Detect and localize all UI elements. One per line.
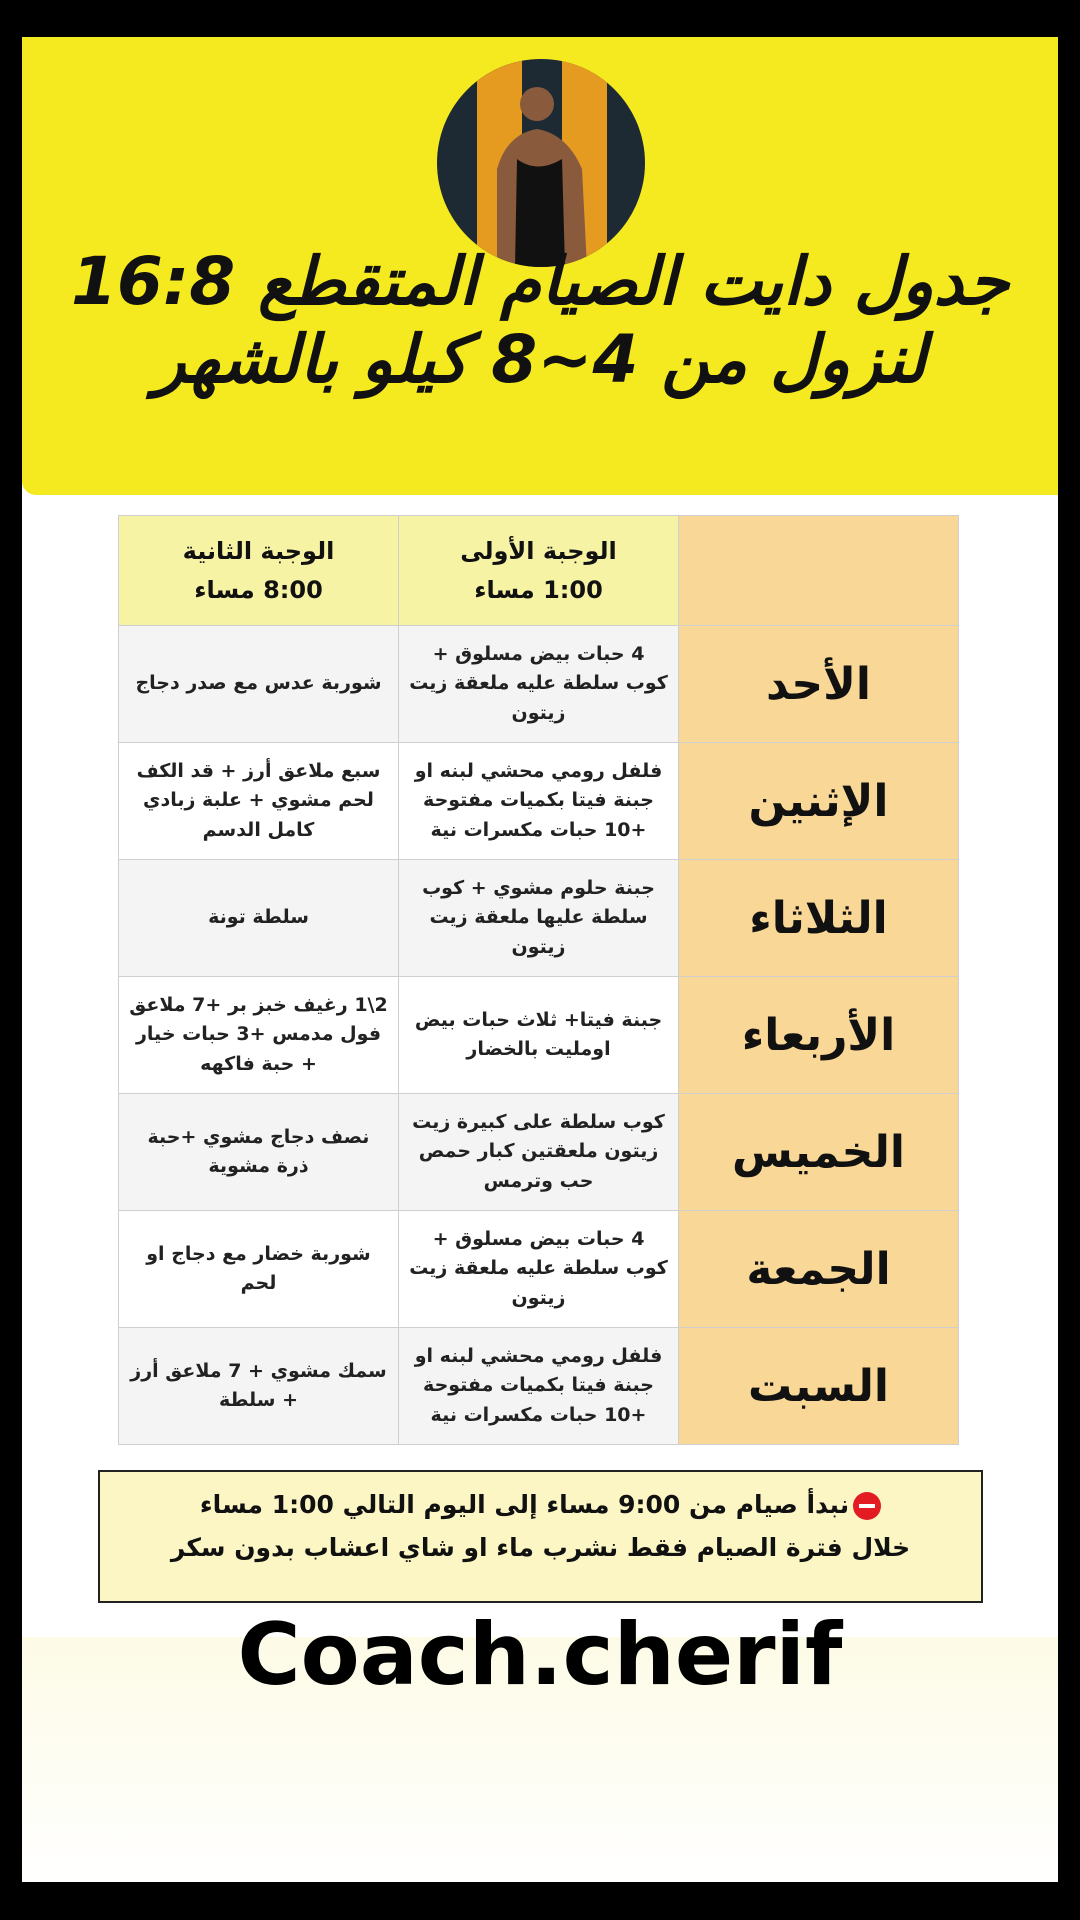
day-cell: السبت [679,1328,959,1445]
day-cell: الثلاثاء [679,860,959,977]
header-meal-1: الوجبة الأولى 1:00 مساء [399,516,679,626]
meal-1-cell: 4 حبات بيض مسلوق + كوب سلطة عليه ملعقة زيت زيتون [399,1211,679,1328]
meal-1-cell: فلفل رومي محشي لبنه او جبنة فيتا بكميات مفتوحة +10 حبات مكسرات نية [399,1328,679,1445]
day-cell: الجمعة [679,1211,959,1328]
day-cell: الإثنين [679,743,959,860]
meal-2-cell: سبع ملاعق أرز + قد الكف لحم مشوي + علبة زبادي كامل الدسم [119,743,399,860]
title-line-1: جدول دايت الصيام المتقطع 16:8 [71,243,1009,320]
corner-cell [679,516,959,626]
meal-1-cell: 4 حبات بيض مسلوق + كوب سلطة عليه ملعقة زيت زيتون [399,626,679,743]
table-header-row [119,516,959,626]
table-row [119,626,959,743]
table-row [119,977,959,1094]
page [22,37,1058,1882]
brand-name: Coach.cherif [237,1605,843,1705]
table-row [119,1094,959,1211]
table-row [119,1211,959,1328]
title-line-2: لنزول من 4~8 كيلو بالشهر [153,321,927,398]
note-line-2: خلال فترة الصيام فقط نشرب ماء او شاي اعشاب بدون سكر [170,1532,911,1562]
meal-2-cell: سلطة تونة [119,860,399,977]
stop-sign-icon [853,1492,881,1520]
meal-1-cell: جبنة حلوم مشوي + كوب سلطة عليها ملعقة زيت زيتون [399,860,679,977]
meal-2-cell: نصف دجاج مشوي +حبة ذرة مشوية [119,1094,399,1211]
table-row [119,1328,959,1445]
table-row [119,743,959,860]
meal-schedule-table [118,515,959,1445]
meal-2-cell: شوربة عدس مع صدر دجاج [119,626,399,743]
fasting-note [98,1470,983,1603]
note-line-1: نبدأ صيام من 9:00 مساء إلى اليوم التالي 1:00 مساء [199,1490,850,1519]
meal-1-cell: كوب سلطة على كبيرة زيت زيتون ملعقتين كبار حمص حب وترمس [399,1094,679,1211]
table-row [119,860,959,977]
meal-1-cell: فلفل رومي محشي لبنه او جبنة فيتا بكميات مفتوحة +10 حبات مكسرات نية [399,743,679,860]
coach-avatar [437,59,645,267]
meal-2-cell: شوربة خضار مع دجاج او لحم [119,1211,399,1328]
meal-2-cell: سمك مشوي + 7 ملاعق أرز + سلطة [119,1328,399,1445]
meal-2-cell: 2\1 رغيف خبز بر +7 ملاعق فول مدمس +3 حبات خيار + حبة فاكهه [119,977,399,1094]
day-cell: الخميس [679,1094,959,1211]
day-cell: الأربعاء [679,977,959,1094]
day-cell: الأحد [679,626,959,743]
meal-1-cell: جبنة فيتا+ ثلاث حبات بيض اومليت بالخضار [399,977,679,1094]
header-meal-2: الوجبة الثانية 8:00 مساء [119,516,399,626]
